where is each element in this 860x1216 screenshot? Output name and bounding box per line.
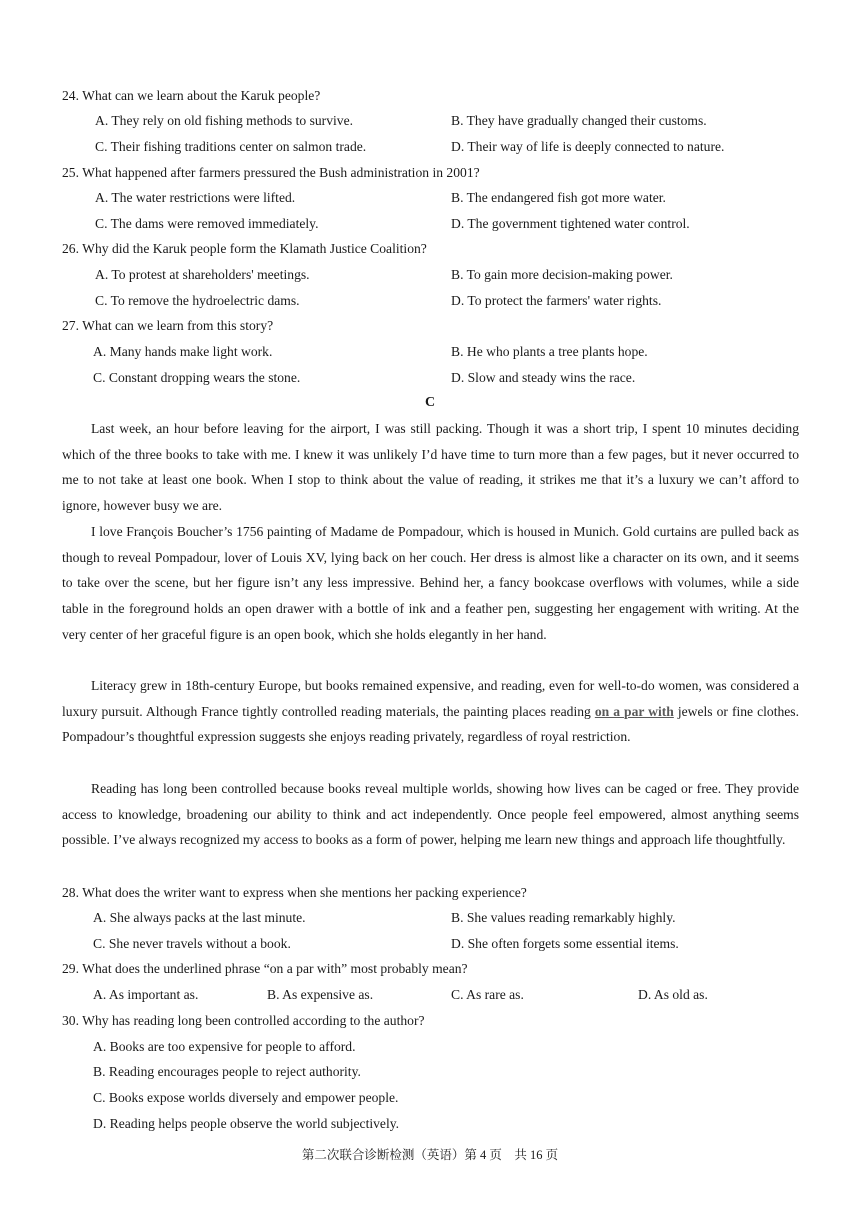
- option-30c: C. Books expose worlds diversely and empower people.: [93, 1090, 399, 1105]
- option-26b: B. To gain more decision-making power.: [451, 267, 673, 282]
- option-24c: C. Their fishing traditions center on salmon trade.: [95, 139, 367, 154]
- option-24b: B. They have gradually changed their customs.: [451, 113, 707, 128]
- question-30: [62, 1012, 425, 1030]
- question-26: [62, 240, 427, 258]
- option-25b: B. The endangered fish got more water.: [451, 190, 666, 205]
- question-stem: Why has reading long been controlled according to the author?: [82, 1013, 425, 1028]
- option-27c: C. Constant dropping wears the stone.: [93, 370, 301, 385]
- question-stem: What does the underlined phrase “on a par with” most probably mean?: [82, 961, 468, 976]
- option-25c: C. The dams were removed immediately.: [95, 216, 319, 231]
- question-number: 30.: [62, 1013, 79, 1028]
- option-28c: C. She never travels without a book.: [93, 936, 291, 951]
- question-stem: What can we learn about the Karuk people?: [82, 88, 321, 103]
- option-29b: B. As expensive as.: [267, 987, 374, 1002]
- question-number: 24.: [62, 88, 79, 103]
- underlined-phrase: on a par with: [594, 703, 674, 719]
- option-28b: B. She values reading remarkably highly.: [451, 910, 676, 925]
- question-number: 27.: [62, 318, 79, 333]
- question-24: [62, 87, 320, 105]
- question-stem: What happened after farmers pressured the Bush administration in 2001?: [82, 165, 480, 180]
- question-29: [62, 960, 468, 978]
- option-30a: A. Books are too expensive for people to afford.: [93, 1039, 356, 1054]
- passage-paragraph-3: Literacy grew in 18th-century Europe, but books remained expensive, and reading, even for well-to-do women, was considered a luxury pursuit. Although France tightly controlled reading materials, the painting places reading on a par with jewels or fine clothes. Pompadour’s thoughtful expression suggests she enjoys reading privately, regardless of royal restriction.: [62, 678, 799, 745]
- question-stem: What can we learn from this story?: [82, 318, 274, 333]
- question-number: 25.: [62, 165, 79, 180]
- option-29a: A. As important as.: [93, 987, 199, 1002]
- option-27a: A. Many hands make light work.: [93, 344, 273, 359]
- question-number: 29.: [62, 961, 79, 976]
- passage-paragraph-1: Last week, an hour before leaving for the airport, I was still packing. Though it was a short trip, I spent 10 minutes deciding which of the three books to take with me. I knew it was unlikely I’d have time to turn more than a few pages, but it never occurred to me to not take at least one book. When I stop to think about the value of reading, it strikes me that it’s a luxury we can’t afford to ignore, however busy we are.: [62, 421, 799, 514]
- option-24a: A. They rely on old fishing methods to survive.: [95, 113, 354, 128]
- option-28a: A. She always packs at the last minute.: [93, 910, 306, 925]
- option-30b: B. Reading encourages people to reject authority.: [93, 1064, 361, 1079]
- option-26d: D. To protect the farmers' water rights.: [451, 293, 662, 308]
- option-27b: B. He who plants a tree plants hope.: [451, 344, 648, 359]
- section-heading: C: [424, 395, 436, 410]
- option-30d: D. Reading helps people observe the world subjectively.: [93, 1116, 400, 1131]
- option-25a: A. The water restrictions were lifted.: [95, 190, 296, 205]
- passage-paragraph-4: Reading has long been controlled because books reveal multiple worlds, showing how lives can be caged or free. They provide access to knowledge, broadening our ability to think and act independently. Once people feel empowered, almost anything seems possible. I’ve always recognized my access to books as a form of power, helping me learn new things and approach life thoughtfully.: [62, 781, 799, 848]
- question-25: [62, 164, 480, 182]
- question-number: 26.: [62, 241, 79, 256]
- page-footer: 第二次联合诊断检测（英语）第 4 页 共 16 页: [301, 1148, 559, 1162]
- option-29d: D. As old as.: [638, 987, 708, 1002]
- option-27d: D. Slow and steady wins the race.: [451, 370, 636, 385]
- option-26c: C. To remove the hydroelectric dams.: [95, 293, 300, 308]
- option-25d: D. The government tightened water control.: [451, 216, 690, 231]
- option-28d: D. She often forgets some essential items.: [451, 936, 679, 951]
- question-stem: What does the writer want to express when she mentions her packing experience?: [82, 885, 527, 900]
- question-27: [62, 317, 273, 335]
- option-24d: D. Their way of life is deeply connected to nature.: [451, 139, 725, 154]
- option-29c: C. As rare as.: [451, 987, 524, 1002]
- passage-paragraph-2: I love François Boucher’s 1756 painting of Madame de Pompadour, which is housed in Munich. Gold curtains are pulled back as though to reveal Pompadour, lover of Louis XV, lying back on her couch. Her dress is almost like a character on its own, and it seems to take over the scene, but her figure isn’t any less impressive. Behind her, a fancy bookcase overflows with volumes, while a side table in the foreground holds an open drawer with a bottle of ink and a feather pen, suggesting her engagement with writing. At the very center of her graceful figure is an open book, which she holds elegantly in her hand.: [62, 524, 799, 642]
- question-stem: Why did the Karuk people form the Klamath Justice Coalition?: [82, 241, 427, 256]
- question-28: [62, 884, 527, 902]
- option-26a: A. To protest at shareholders' meetings.: [95, 267, 310, 282]
- question-number: 28.: [62, 885, 79, 900]
